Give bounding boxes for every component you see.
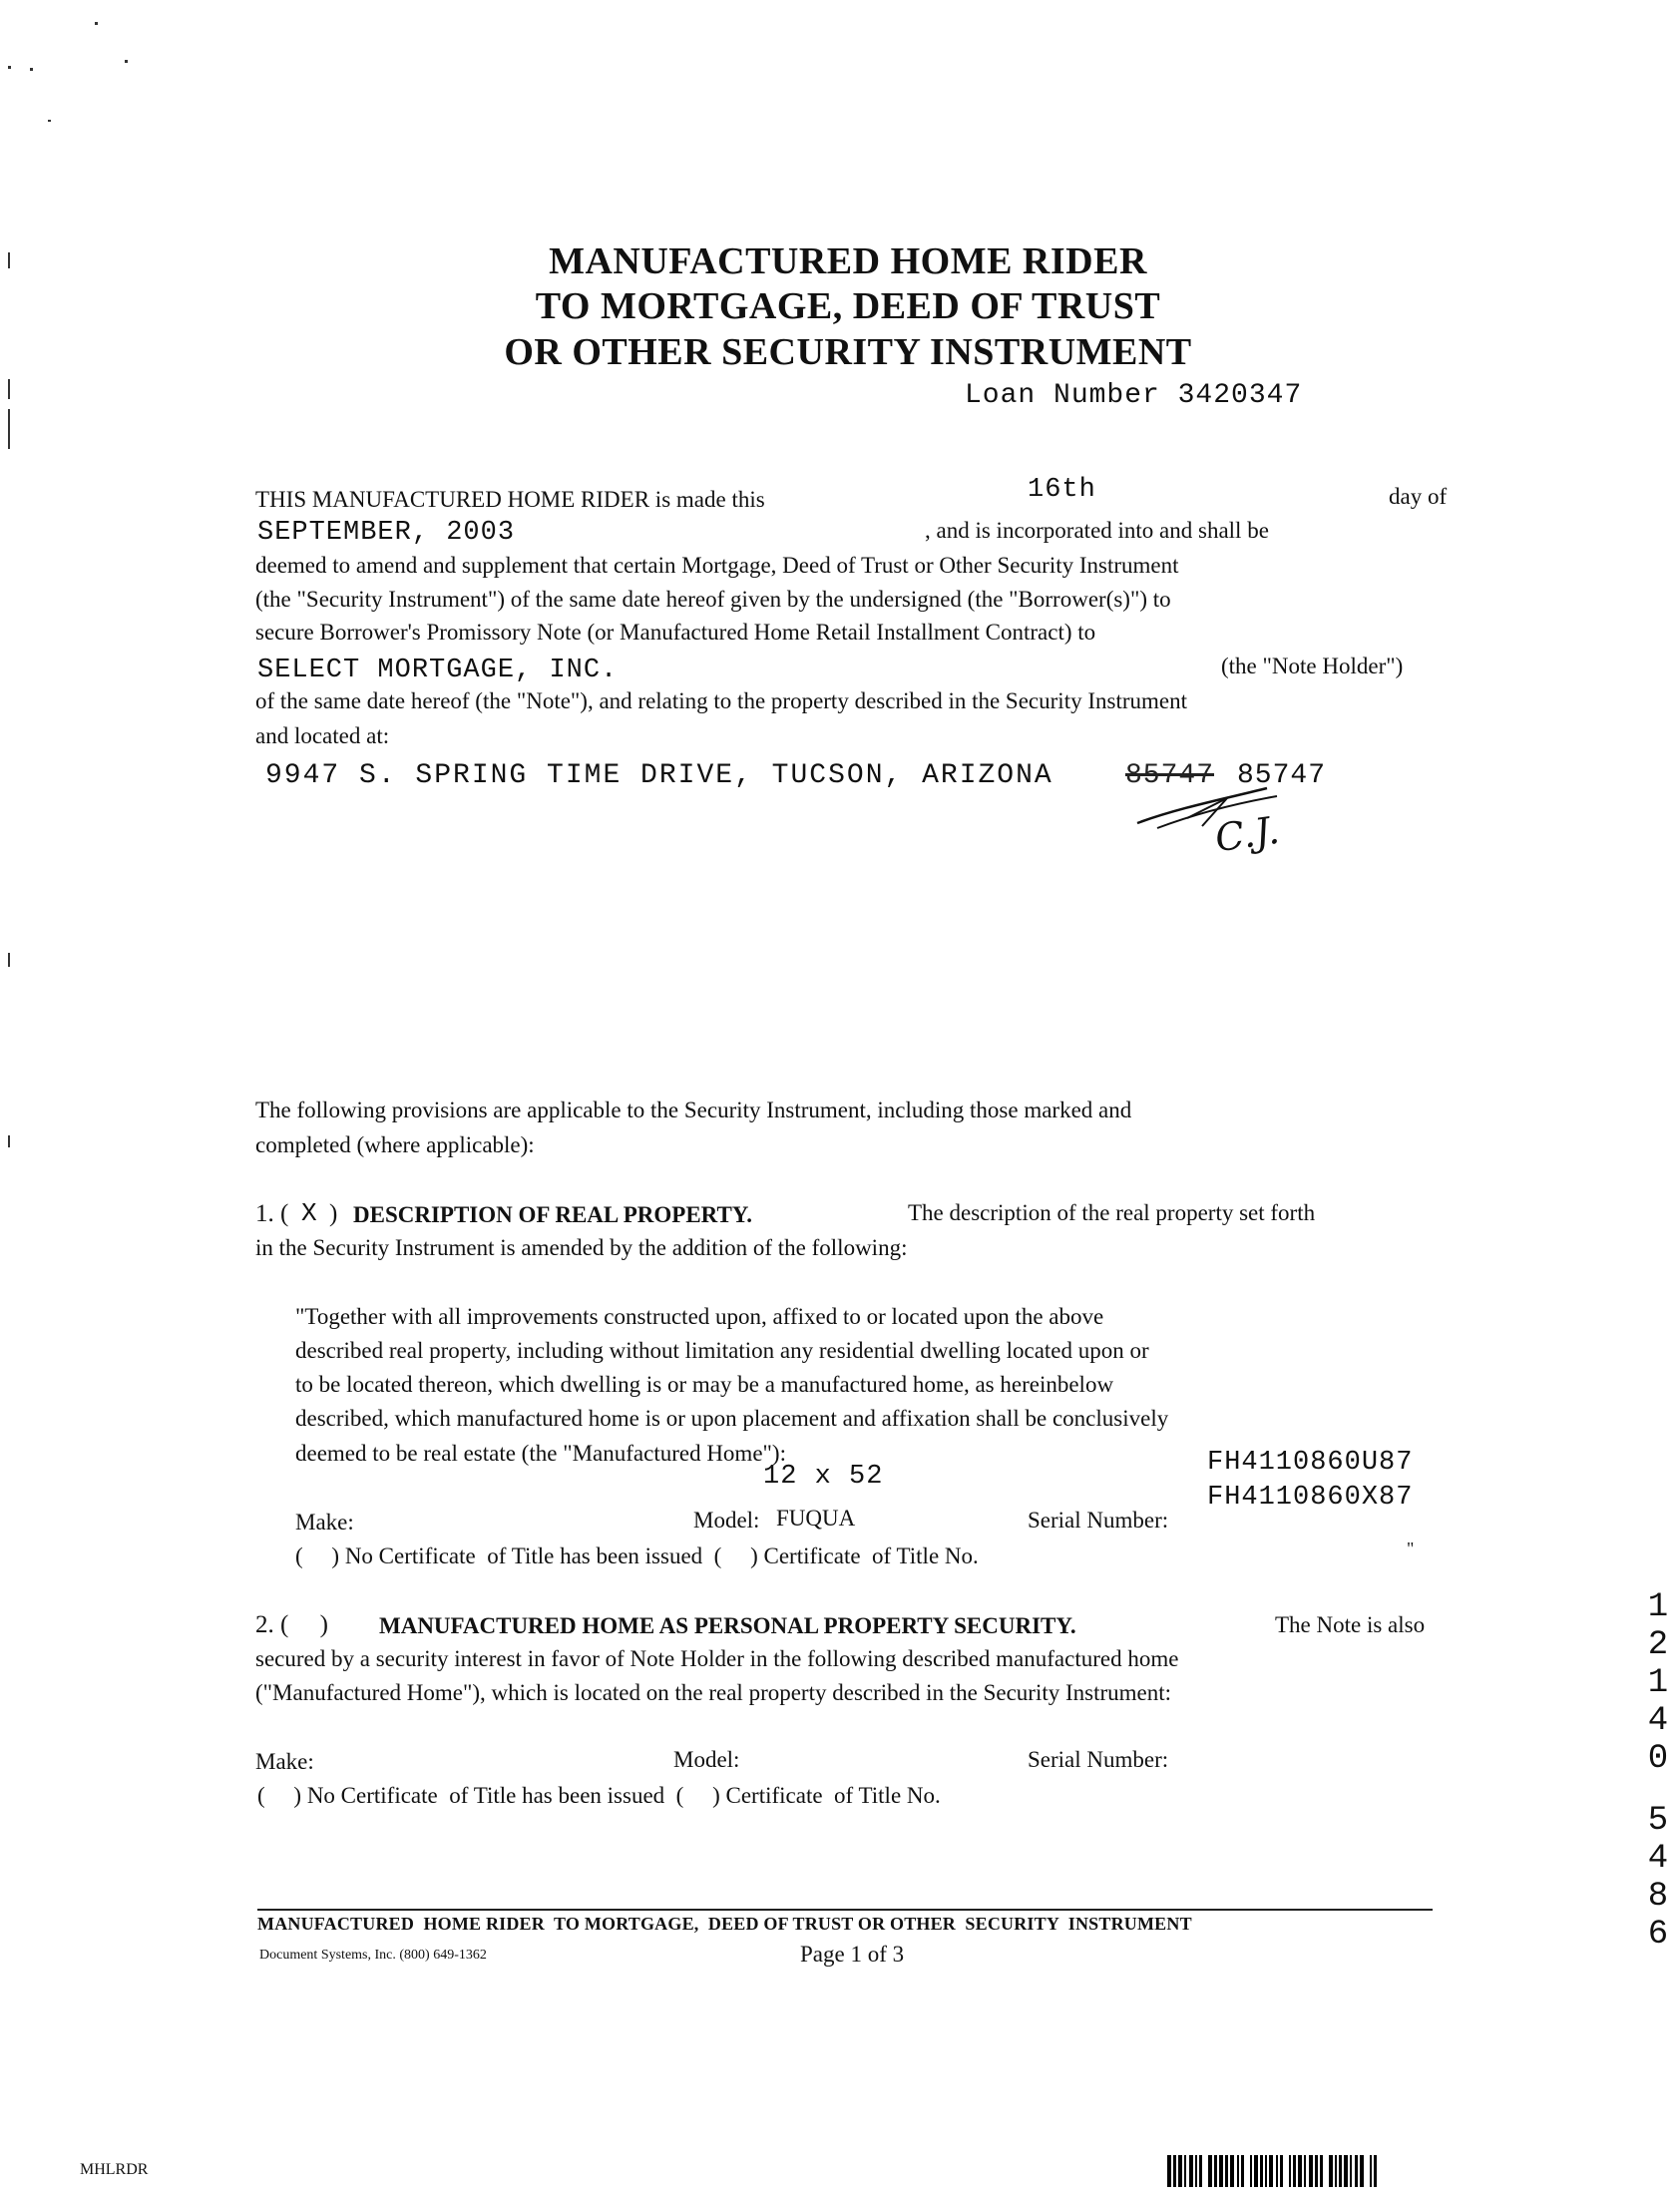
barcode xyxy=(1167,2155,1646,2187)
side-digit: 6 xyxy=(1647,1916,1669,1954)
form-code: MHLRDR xyxy=(80,2161,149,2178)
section1-quote2: described real property, including without limitation any residential dwelling located upon or xyxy=(295,1338,1149,1363)
scan-speck xyxy=(95,22,98,25)
scan-speck xyxy=(8,66,11,69)
section1-serial-label: Serial Number: xyxy=(1028,1508,1169,1533)
loan-number: Loan Number 3420347 xyxy=(965,380,1303,411)
section1-quote5: deemed to be real estate (the "Manufactured Home"): xyxy=(295,1441,786,1466)
section2-text1: The Note is also xyxy=(1275,1612,1426,1637)
section1-model-label: Model: xyxy=(693,1508,760,1533)
side-digit: 2 xyxy=(1647,1626,1669,1664)
scan-speck xyxy=(8,409,10,449)
section1-close: ) xyxy=(329,1200,338,1227)
side-digit: 0 xyxy=(1647,1740,1669,1778)
section1-make-label: Make: xyxy=(295,1510,354,1535)
provisions-line2: completed (where applicable): xyxy=(255,1132,535,1157)
note-holder-label: (the "Note Holder") xyxy=(1221,654,1404,678)
intro-prefix: THIS MANUFACTURED HOME RIDER is made this xyxy=(255,487,765,512)
section2-model-label: Model: xyxy=(673,1747,740,1772)
property-zip: 85747 xyxy=(1237,760,1327,791)
section1-heading: DESCRIPTION OF REAL PROPERTY. xyxy=(353,1202,753,1227)
section2-certificate-line: ( ) No Certificate of Title has been issued ( ) Certificate of Title No. xyxy=(257,1783,941,1808)
scan-speck xyxy=(125,60,128,63)
scan-speck xyxy=(8,953,10,967)
section1-quote3: to be located thereon, which dwelling is or may be a manufactured home, as hereinbelow xyxy=(295,1372,1114,1397)
document-title-line-1: MANUFACTURED HOME RIDER xyxy=(549,240,1147,282)
section1-checkmark: X xyxy=(301,1198,317,1228)
footer-publisher: Document Systems, Inc. (800) 649-1362 xyxy=(259,1948,487,1963)
side-digit: 4 xyxy=(1647,1840,1669,1878)
intro-line2: , and is incorporated into and shall be xyxy=(925,518,1269,543)
section1-text2: in the Security Instrument is amended by the addition of the following: xyxy=(255,1235,908,1260)
side-digit: 5 xyxy=(1647,1802,1669,1840)
section2-make-label: Make: xyxy=(255,1749,314,1774)
serial-number-top: FH4110860U87 xyxy=(1207,1448,1414,1478)
side-document-number xyxy=(1643,1588,1673,1954)
intro-day-of: day of xyxy=(1389,484,1448,509)
intro-line5: secure Borrower's Promissory Note (or Manufactured Home Retail Installment Contract) to xyxy=(255,620,1096,645)
document-title-line-3: OR OTHER SECURITY INSTRUMENT xyxy=(504,331,1192,373)
section1-quote4: described, which manufactured home is or upon placement and affixation shall be conclusively xyxy=(295,1406,1169,1431)
section2-number: 2. ( ) xyxy=(255,1611,328,1638)
section2-text3: ("Manufactured Home"), which is located on the real property described in the Security Instrument: xyxy=(255,1680,1172,1705)
side-digit: 4 xyxy=(1647,1702,1669,1740)
section1-text1: The description of the real property set forth xyxy=(908,1200,1316,1225)
provisions-line1: The following provisions are applicable to the Security Instrument, including those marked and xyxy=(255,1098,1132,1122)
stray-mark: " xyxy=(1407,1539,1415,1558)
footer-rule xyxy=(257,1909,1433,1911)
serial-number-bottom: FH4110860X87 xyxy=(1207,1483,1414,1513)
side-digit: 1 xyxy=(1647,1664,1669,1702)
footer-page: Page 1 of 3 xyxy=(800,1942,905,1967)
scan-speck xyxy=(48,120,51,122)
section1-model-value: FUQUA xyxy=(776,1506,856,1531)
intro-line4: (the "Security Instrument") of the same date hereof given by the undersigned (the "Borrower(s)") to xyxy=(255,587,1171,612)
home-size: 12 x 52 xyxy=(763,1462,884,1492)
side-digit: 8 xyxy=(1647,1878,1669,1916)
section2-serial-label: Serial Number: xyxy=(1028,1747,1169,1772)
scan-speck xyxy=(30,68,33,71)
barcode-bar xyxy=(1377,2155,1379,2187)
section1-quote1: "Together with all improvements constructed upon, affixed to or located upon the above xyxy=(295,1304,1104,1329)
intro-month-year: SEPTEMBER, 2003 xyxy=(257,518,516,548)
intro-line3: deemed to amend and supplement that certain Mortgage, Deed of Trust or Other Security Instrument xyxy=(255,553,1179,578)
intro-line8: and located at: xyxy=(255,723,390,748)
scan-speck xyxy=(8,379,10,399)
document-title-line-2: TO MORTGAGE, DEED OF TRUST xyxy=(535,285,1161,327)
footer-title: MANUFACTURED HOME RIDER TO MORTGAGE, DEED OF TRUST OR OTHER SECURITY INSTRUMENT xyxy=(257,1914,1192,1934)
intro-line7: of the same date hereof (the "Note"), and relating to the property described in the Security Instrument xyxy=(255,688,1187,713)
intro-day: 16th xyxy=(1028,475,1096,505)
lender-name: SELECT MORTGAGE, INC. xyxy=(257,656,619,685)
struck-zip: 85747 xyxy=(1125,760,1215,791)
scan-speck xyxy=(8,1135,10,1147)
section1-certificate-line: ( ) No Certificate of Title has been issued ( ) Certificate of Title No. xyxy=(295,1543,979,1568)
property-address: 9947 S. SPRING TIME DRIVE, TUCSON, ARIZONA xyxy=(265,760,1053,791)
section2-text2: secured by a security interest in favor of Note Holder in the following described manufactured home xyxy=(255,1646,1179,1671)
section1-number: 1. ( xyxy=(255,1200,289,1227)
section2-heading: MANUFACTURED HOME AS PERSONAL PROPERTY SECURITY. xyxy=(379,1613,1076,1638)
handwritten-initials: C.J. xyxy=(1212,807,1282,861)
side-digit: 1 xyxy=(1647,1588,1669,1626)
